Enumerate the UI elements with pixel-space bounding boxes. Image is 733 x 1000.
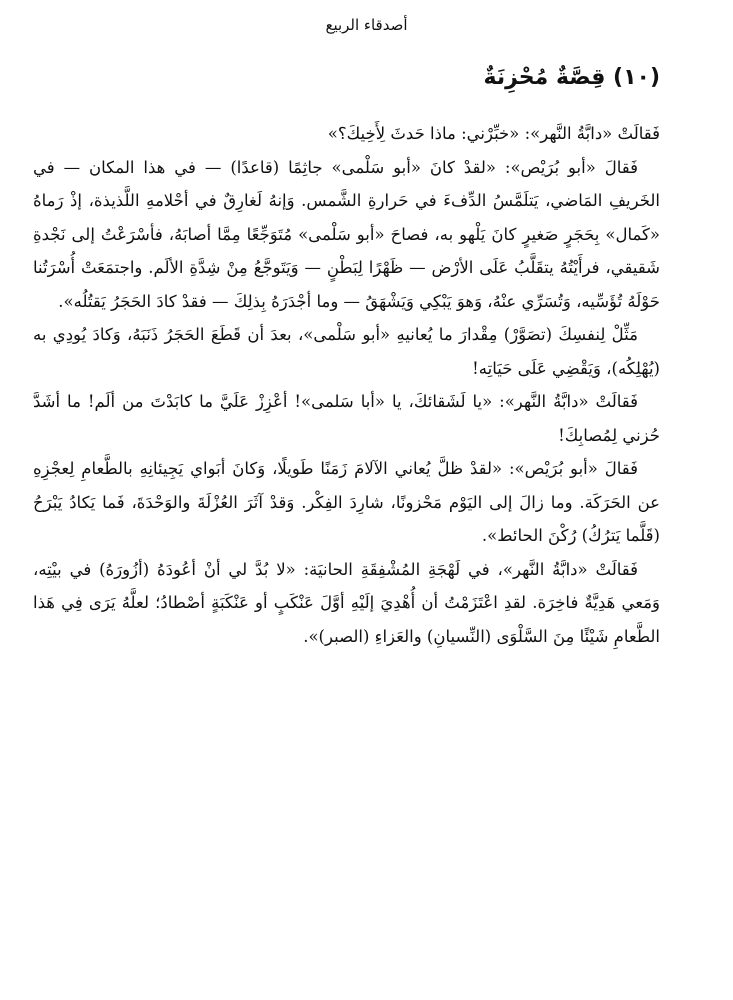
paragraph: فَقالَتْ «دابَّةُ النَّهر»: «يا لَشَقائكَ، يا «أبا سَلمى»! أعْزِزْ عَلَيَّ ما كابَدْتَ من ألَم! ما أشَدَّ حُزني لِمُصابِكَ!: [33, 392, 660, 445]
paragraph: فَقالَتْ «دابَّةُ النَّهر»، في لَهْجَةِ المُشْفِقَةِ الحانيَة: «لا بُدَّ لي أنْ أعُودَهُ (أزُورَهُ) في بيْتِه، وَمَعي هَدِيَّةٌ فاخِرَة. لقدِ اعْتَزَمْتُ أن أُهْدِيَ إلَيْهِ أوَّلَ عَنْكَبٍ أو عَنْكَبَةٍ أصْطادُ؛ لعلَّهُ يَرَى فِي هَذا الطَّعامِ شَيْئًا مِنَ السَّلْوَى (النِّسيانِ) والعَزاءِ (الصبر)».: [33, 559, 660, 646]
running-header: أصدقاء الربيع: [325, 16, 408, 34]
chapter-body: [33, 117, 660, 653]
paragraph: فَقالَتْ «دابَّةُ النَّهر»: «خبِّرْني: ماذا حَدثَ لِأَخِيكَ؟»: [327, 124, 660, 143]
paragraph: فَقالَ «أبو بُرَيْص»: «لقدْ كانَ «أبو سَلْمى» جاثِمًا (قاعدًا) — في هذا المكان — في الخَريفِ المَاضي، يَتلَمَّسُ الدِّفءَ في حَرارةِ الشَّمس. وَإنهُ لَغارِقٌ في أحْلامهِ اللَّذيذة، إذْ رَماهُ «كَمال» بِحَجَرٍ صَغيرٍ كانَ يَلْهو به، فصاحَ «أبو سَلْمى» مُتَوَجِّعًا مِمَّا أصابَهُ، فأسْرَعْتُ إلى نَجْدةِ شَقيقي، فرأَيْتُهُ يتقَلَّبُ عَلَى الأرْض — ظَهْرًا لِبَطْنٍ — وَيَتَوجَّعُ مِنْ شِدَّةِ الألَم. واجتمَعَتْ أُسْرَتُنا حَوْلَهُ تُؤَسِّيه، وَتُسَرِّي عنْهُ، وَهوَ يَبْكِي وَيَشْهَقُ — وما أجْدَرَهُ بِذلِكَ — فقدْ كادَ الحَجَرُ يَقتُلُه».: [33, 157, 660, 311]
chapter-title: (١٠) قِصَّةٌ مُحْزِنَةٌ: [483, 65, 660, 90]
paragraph: فَقالَ «أبو بُرَيْص»: «لقدْ ظلَّ يُعاني الآلامَ زَمَنًا طَويلًا، وَكانَ أبَواي يَجِيئانِهِ بالطَّعامِ لِعجْزِهِ عن الحَرَكَة. وما زالَ إلى اليَوْم مَحْزونًا، شارِدَ الفِكْر. وَقدْ آثَرَ العُزْلَةَ والوَحْدَةَ، فَما يَكادُ يَبْرَحُ (قَلَّما يَترُكُ) رُكْنَ الحائط».: [33, 459, 660, 545]
paragraph: مَثِّلْ لِنفسِكَ (تصَوَّرْ) مِقْدارَ ما يُعانيهِ «أبو سَلْمى»، بعدَ أن قَطَعَ الحَجَرُ ذَنَبَهُ، وَكادَ يُودِي به (يُهْلِكُه)، وَيَقْضِي عَلَى حَيَاتِه!: [33, 325, 660, 378]
